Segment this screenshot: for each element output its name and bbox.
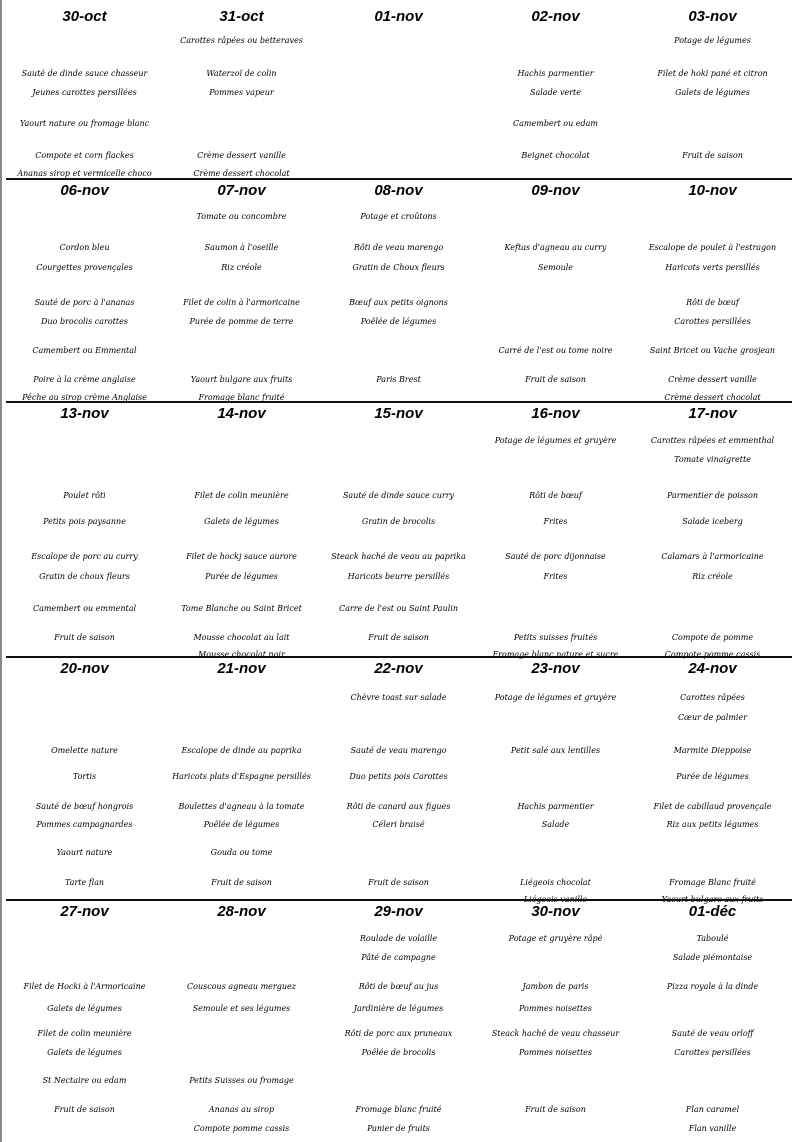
menu-dish: Potage de légumes et gruyère: [494, 436, 617, 445]
day-date: 17-nov: [688, 405, 737, 422]
menu-dish: Courgettes provençales: [36, 263, 133, 272]
menu-dish: Poêlée de légumes: [203, 820, 280, 829]
day-column: [634, 658, 791, 904]
menu-dish: Riz aux petits légumes: [666, 820, 759, 829]
menu-dish: Cœur de palmier: [677, 713, 748, 722]
day-date: 20-nov: [60, 660, 109, 677]
day-date: 08-nov: [374, 182, 423, 199]
menu-dish: Yaourt nature: [56, 848, 113, 857]
menu-dish: Fruit de saison: [54, 1105, 115, 1114]
day-column: [163, 6, 320, 178]
left-edge-shadow: [0, 0, 2, 1142]
menu-dish: Steack haché de veau chasseur: [491, 1029, 620, 1038]
menu-dish: Poire à la crème anglaise: [33, 375, 136, 384]
menu-dish: Galets de légumes: [204, 517, 279, 526]
menu-dish: Liégeois vanille: [523, 895, 588, 904]
menu-dish: Compote et corn flackes: [35, 151, 134, 160]
menu-dish: Crème dessert vanille: [668, 375, 757, 384]
menu-dish: Fruit de saison: [211, 878, 272, 887]
menu-dish: Yaourt bulgare aux fruits: [661, 895, 764, 904]
menu-dish: Sauté de dinde sauce chasseur: [21, 69, 148, 78]
menu-dish: Frites: [543, 572, 568, 581]
menu-dish: Liégeois chocolat: [520, 878, 591, 887]
menu-dish: Haricots beurre persillés: [347, 572, 450, 581]
menu-dish: Fruit de saison: [525, 1105, 586, 1114]
menu-dish: Tomate ou concombre: [196, 212, 287, 221]
menu-dish: Compote pomme cassis: [193, 1124, 290, 1133]
menu-dish: Galets de légumes: [47, 1004, 122, 1013]
menu-dish: Semoule et ses légumes: [192, 1004, 291, 1013]
menu-dish: Tome Blanche ou Saint Bricet: [181, 604, 302, 613]
menu-dish: Carottes râpées ou betteraves: [180, 36, 303, 45]
menu-dish: Pâté de campagne: [361, 953, 436, 962]
menu-dish: Tomate vinaigrette: [674, 455, 751, 464]
menu-dish: Purée de légumes: [205, 572, 278, 581]
day-date: 30-nov: [531, 903, 580, 920]
week-row: [6, 178, 792, 403]
menu-dish: Filet de colin meunière: [37, 1029, 132, 1038]
menu-dish: Carottes persillées: [674, 317, 751, 326]
menu-dish: Steack haché de veau au paprika: [331, 552, 466, 561]
menu-dish: Keftas d'agneau au curry: [504, 243, 607, 252]
day-date: 15-nov: [374, 405, 423, 422]
menu-dish: Beignet chocolat: [521, 151, 590, 160]
menu-dish: Pommes campagnardes: [36, 820, 133, 829]
menu-dish: Frites: [543, 517, 568, 526]
menu-dish: Potage et croûtons: [360, 212, 437, 221]
menu-dish: Salade: [541, 820, 570, 829]
day-date: 10-nov: [688, 182, 737, 199]
day-date: 31-oct: [219, 8, 264, 25]
menu-dish: Galets de légumes: [47, 1048, 122, 1057]
menu-dish: Escalope de porc au curry: [31, 552, 138, 561]
day-column: [320, 901, 477, 1142]
menu-dish: Petit salé aux lentilles: [510, 746, 601, 755]
menu-dish: Saint Bricet ou Vache grosjean: [649, 346, 776, 355]
menu-dish: Camembert ou emmental: [32, 604, 137, 613]
menu-dish: Fromage blanc fruité: [355, 1105, 442, 1114]
menu-dish: Hachis parmentier: [517, 69, 594, 78]
menu-dish: Filet de hockj sauce aurore: [186, 552, 297, 561]
day-column: [320, 658, 477, 901]
day-column: [163, 901, 320, 1142]
menu-dish: Gratin de choux fleurs: [39, 572, 130, 581]
day-column: [634, 6, 791, 178]
menu-dish: Poêlée de légumes: [360, 317, 437, 326]
menu-dish: Filet de colin meunière: [194, 491, 289, 500]
menu-dish: Filet de colin à l'armoricaine: [183, 298, 300, 307]
menu-dish: Hachis parmentier: [517, 802, 594, 811]
menu-dish: Waterzoï de colin: [206, 69, 277, 78]
menu-dish: Sauté de veau orloff: [671, 1029, 754, 1038]
menu-dish: Petits pois paysanne: [43, 517, 126, 526]
menu-dish: Crème dessert chocolat: [664, 393, 761, 402]
day-column: [320, 403, 477, 658]
menu-dish: Céleri braisé: [372, 820, 425, 829]
menu-dish: Parmentier de poisson: [666, 491, 759, 500]
menu-dish: Cordon bleu: [59, 243, 110, 252]
day-column: [6, 658, 163, 901]
day-column: [477, 6, 634, 178]
menu-dish: Rôti de canard aux figues: [346, 802, 451, 811]
menu-dish: Carre de l'est ou Saint Paulin: [338, 604, 458, 613]
menu-dish: Pommes vapeur: [209, 88, 274, 97]
day-column: [477, 403, 634, 658]
menu-dish: Escalope de poulet à l'estragon: [648, 243, 777, 252]
day-date: 13-nov: [60, 405, 109, 422]
menu-dish: Gouda ou tome: [210, 848, 273, 857]
menu-dish: Escalope de dinde au paprika: [181, 746, 302, 755]
day-date: 23-nov: [531, 660, 580, 677]
day-column: [320, 6, 477, 178]
menu-dish: Compote pomme cassis: [664, 650, 761, 659]
menu-dish: Rôti de veau marengo: [353, 243, 444, 252]
menu-dish: Rôti de bœuf au jus: [358, 982, 439, 991]
menu-dish: St Nectaire ou edam: [42, 1076, 127, 1085]
menu-dish: Crème dessert vanille: [197, 151, 286, 160]
menu-dish: Sauté de bœuf hongrois: [35, 802, 134, 811]
menu-dish: Duo petits pois Carottes: [349, 772, 448, 781]
menu-dish: Fruit de saison: [368, 878, 429, 887]
menu-dish: Carottes râpées: [680, 693, 745, 702]
day-date: 01-déc: [688, 903, 737, 920]
day-column: [634, 901, 791, 1142]
menu-dish: Yaourt nature ou fromage blanc: [19, 119, 150, 128]
menu-dish: Fromage blanc nature et sucre: [492, 650, 619, 659]
day-date: 22-nov: [374, 660, 423, 677]
week-row: [6, 899, 792, 1142]
menu-dish: Filet de hoki pané et citron: [657, 69, 768, 78]
day-column: [477, 901, 634, 1142]
day-date: 21-nov: [217, 660, 266, 677]
menu-dish: Rôti de bœuf: [686, 298, 739, 307]
menu-dish: Sauté de dinde sauce curry: [342, 491, 455, 500]
day-column: [634, 180, 791, 403]
menu-dish: Duo brocolis carottes: [41, 317, 128, 326]
menu-dish: Gratin de brocolis: [361, 517, 436, 526]
day-date: 27-nov: [60, 903, 109, 920]
menu-dish: Rôti de bœuf: [529, 491, 582, 500]
menu-dish: Saumon à l'oseille: [204, 243, 279, 252]
menu-dish: Jambon de paris: [522, 982, 589, 991]
menu-dish: Haricots plats d'Espagne persillés: [172, 772, 311, 781]
menu-dish: Salade piémontaise: [672, 953, 753, 962]
menu-dish: Fruit de saison: [54, 633, 115, 642]
week-row: [6, 401, 792, 658]
menu-dish: Panier de fruits: [367, 1124, 430, 1133]
menu-dish: Pommes noisettes: [518, 1004, 593, 1013]
menu-dish: Purée de légumes: [676, 772, 749, 781]
day-column: [163, 658, 320, 901]
day-date: 01-nov: [374, 8, 423, 25]
menu-dish: Jeunes carottes persillées: [32, 88, 137, 97]
menu-dish: Filet de cabillaud provençale: [653, 802, 772, 811]
menu-dish: Potage de légumes: [674, 36, 751, 45]
day-column: [477, 180, 634, 403]
day-date: 29-nov: [374, 903, 423, 920]
menu-dish: Ananas sirop et vermicelle choco: [17, 169, 152, 178]
day-column: [6, 403, 163, 658]
menu-dish: Petits Suisses ou fromage: [189, 1076, 294, 1085]
menu-dish: Sauté de porc dijonnaise: [505, 552, 606, 561]
menu-dish: Poêlée de brocolis: [361, 1048, 436, 1057]
menu-dish: Flan caramel: [685, 1105, 740, 1114]
day-date: 28-nov: [217, 903, 266, 920]
menu-dish: Flan vanille: [688, 1124, 737, 1133]
menu-calendar: [6, 6, 792, 1138]
day-date: 16-nov: [531, 405, 580, 422]
day-date: 06-nov: [60, 182, 109, 199]
menu-dish: Pizza royale à la dinde: [666, 982, 759, 991]
menu-dish: Carottes persillées: [674, 1048, 751, 1057]
day-date: 24-nov: [688, 660, 737, 677]
menu-dish: Riz créole: [221, 263, 262, 272]
day-column: [163, 180, 320, 403]
menu-dish: Pêche au sirop crème Anglaise: [22, 393, 147, 402]
menu-dish: Mousse chocolat au lait: [193, 633, 290, 642]
menu-dish: Haricots verts persillés: [665, 263, 760, 272]
menu-dish: Fromage blanc fruité: [198, 393, 285, 402]
menu-dish: Camembert ou Emmental: [32, 346, 137, 355]
menu-dish: Mousse chocolat noir: [198, 650, 285, 659]
day-column: [634, 403, 791, 658]
menu-dish: Semoule: [537, 263, 574, 272]
menu-dish: Chèvre toast sur salade: [350, 693, 447, 702]
menu-dish: Pommes noisettes: [518, 1048, 593, 1057]
menu-dish: Fruit de saison: [682, 151, 743, 160]
week-row: [6, 6, 792, 178]
day-column: [163, 403, 320, 658]
menu-dish: Gratin de Choux fleurs: [352, 263, 445, 272]
menu-dish: Jardinière de légumes: [353, 1004, 444, 1013]
day-date: 30-oct: [62, 8, 107, 25]
menu-dish: Riz créole: [692, 572, 733, 581]
menu-dish: Couscous agneau merguez: [187, 982, 296, 991]
menu-dish: Tarte flan: [64, 878, 105, 887]
menu-dish: Omelette nature: [51, 746, 118, 755]
menu-dish: Potage de légumes et gruyère: [494, 693, 617, 702]
menu-dish: Fruit de saison: [525, 375, 586, 384]
day-column: [6, 6, 163, 178]
menu-dish: Petits suisses fruités: [513, 633, 598, 642]
menu-dish: Ananas au sirop: [208, 1105, 275, 1114]
menu-dish: Fromage Blanc fruité: [669, 878, 756, 887]
day-date: 14-nov: [217, 405, 266, 422]
day-column: [6, 180, 163, 403]
menu-dish: Boulettes d'agneau à la tomate: [178, 802, 305, 811]
menu-dish: Tortis: [72, 772, 97, 781]
menu-dish: Marmite Dieppoise: [673, 746, 752, 755]
menu-dish: Salade verte: [529, 88, 581, 97]
menu-dish: Poulet rôti: [63, 491, 106, 500]
menu-dish: Crème dessert chocolat: [193, 169, 290, 178]
menu-dish: Paris Brest: [376, 375, 421, 384]
menu-dish: Taboulé: [696, 934, 729, 943]
menu-dish: Rôti de porc aux pruneaux: [344, 1029, 453, 1038]
menu-dish: Compote de pomme: [671, 633, 754, 642]
menu-dish: Salade iceberg: [682, 517, 743, 526]
menu-dish: Camembert ou edam: [513, 119, 598, 128]
menu-dish: Sauté de veau marengo: [350, 746, 447, 755]
menu-dish: Roulade de volaille: [359, 934, 438, 943]
menu-dish: Yaourt bulgare aux fruits: [190, 375, 293, 384]
day-column: [320, 180, 477, 403]
day-date: 07-nov: [217, 182, 266, 199]
week-row: [6, 656, 792, 904]
day-date: 09-nov: [531, 182, 580, 199]
menu-dish: Fruit de saison: [368, 633, 429, 642]
menu-dish: Galets de légumes: [675, 88, 750, 97]
menu-dish: Potage et gruyère râpé: [508, 934, 603, 943]
menu-dish: Carré de l'est ou tome noire: [498, 346, 613, 355]
menu-dish: Sauté de porc à l'ananas: [34, 298, 135, 307]
day-date: 02-nov: [531, 8, 580, 25]
day-column: [6, 901, 163, 1142]
day-date: 03-nov: [688, 8, 737, 25]
menu-dish: Bœuf aux petits oignons: [349, 298, 448, 307]
day-column: [477, 658, 634, 904]
menu-dish: Carottes râpées et emmenthal: [650, 436, 775, 445]
menu-dish: Filet de Hocki à l'Armoricaine: [23, 982, 146, 991]
menu-dish: Calamars à l'armoricaine: [661, 552, 764, 561]
menu-dish: Purée de pomme de terre: [189, 317, 294, 326]
